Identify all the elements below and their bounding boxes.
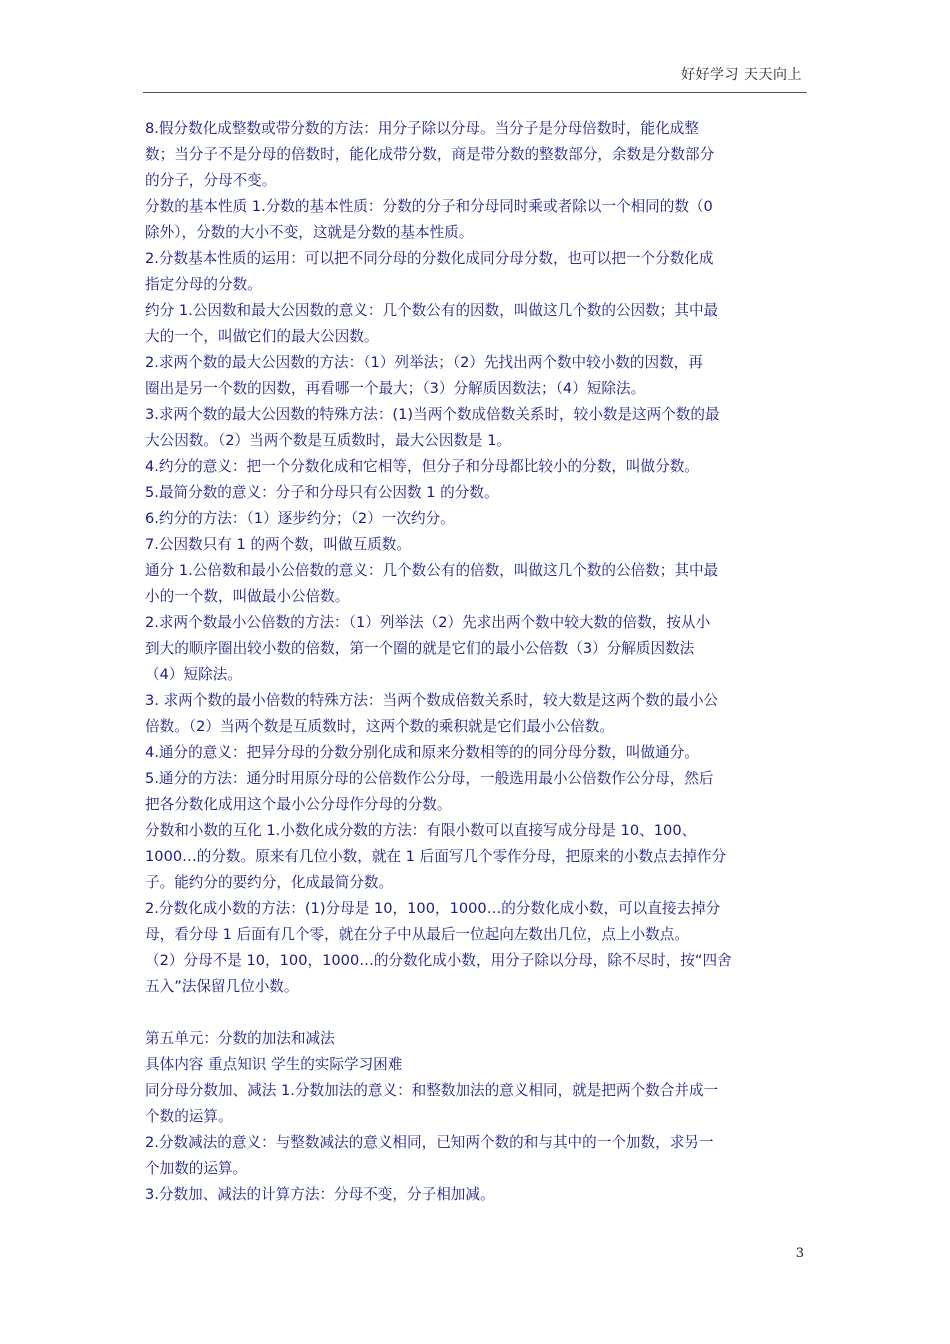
text-line: 2.分数基本性质的运用：可以把不同分母的分数化成同分母分数，也可以把一个分数化成 (145, 250, 714, 267)
document-body (145, 116, 806, 1208)
page-header: 好好学习 天天向上 (681, 67, 802, 83)
text-line: 3.分数加、减法的计算方法：分母不变，分子相加减。 (145, 1186, 495, 1203)
text-line: 个加数的运算。 (145, 1160, 248, 1177)
text-line: 4.通分的意义：把异分母的分数分别化成和原来分数相等的的同分母分数，叫做通分。 (145, 744, 699, 761)
text-line: 母，看分母 1 后面有几个零，就在分子中从最后一位起向左数出几位，点上小数点。 (145, 926, 689, 943)
text-line: 倍数。（2）当两个数是互质数时，这两个数的乘积就是它们最小公倍数。 (145, 718, 614, 735)
paragraph-spacer (145, 1000, 806, 1026)
text-line: 小的一个数，叫做最小公倍数。 (145, 588, 350, 605)
text-line: 分数的基本性质 1.分数的基本性质：分数的分子和分母同时乘或者除以一个相同的数（0 (145, 198, 713, 215)
text-line: 数；当分子不是分母的倍数时，能化成带分数，商是带分数的整数部分，余数是分数部分 (145, 146, 715, 163)
text-line: 2.分数减法的意义：与整数减法的意义相同，已知两个数的和与其中的一个加数，求另一 (145, 1134, 714, 1151)
text-line: 3. 求两个数的最小倍数的特殊方法：当两个数成倍数关系时，较大数是这两个数的最小公 (145, 692, 719, 709)
text-line: 5.通分的方法：通分时用原分母的公倍数作公分母，一般选用最小公倍数作公分母，然后 (145, 770, 714, 787)
text-line: 1000…的分数。原来有几位小数，就在 1 后面写几个零作分母，把原来的小数点去掉作分 (145, 848, 727, 865)
text-line: 同分母分数加、减法 1.分数加法的意义：和整数加法的意义相同，就是把两个数合并成一 (145, 1082, 719, 1099)
text-line: 5.最简分数的意义：分子和分母只有公因数 1 的分数。 (145, 484, 499, 501)
text-line: 约分 1.公因数和最大公因数的意义：几个数公有的因数，叫做这几个数的公因数；其中最 (145, 302, 719, 319)
page-number: 3 (795, 1246, 804, 1261)
text-line: 大的一个，叫做它们的最大公因数。 (145, 328, 379, 345)
text-line: 把各分数化成用这个最小公分母作分母的分数。 (145, 796, 452, 813)
header-divider (143, 92, 807, 93)
text-line: 指定分母的分数。 (145, 276, 262, 293)
text-line: 圈出是另一个数的因数，再看哪一个最大；（3）分解质因数法；（4）短除法。 (145, 380, 646, 397)
text-line: 2.求两个数的最大公因数的方法：（1）列举法；（2）先找出两个数中较小数的因数，再 (145, 354, 703, 371)
section-heading: 第五单元：分数的加法和减法 (145, 1030, 335, 1047)
text-line: 除外），分数的大小不变，这就是分数的基本性质。 (145, 224, 474, 241)
text-line: 8.假分数化成整数或带分数的方法：用分子除以分母。当分子是分母倍数时，能化成整 (145, 120, 699, 137)
text-line: 的分子，分母不变。 (145, 172, 277, 189)
text-line: 分数和小数的互化 1.小数化成分数的方法：有限小数可以直接写成分母是 10、100、 (145, 822, 697, 839)
text-line: 4.约分的意义：把一个分数化成和它相等，但分子和分母都比较小的分数，叫做分数。 (145, 458, 699, 475)
text-line: 个数的运算。 (145, 1108, 233, 1125)
text-line: 2.求两个数最小公倍数的方法：（1）列举法（2）先求出两个数中较大数的倍数，按从小 (145, 614, 711, 631)
text-line: 3.求两个数的最大公因数的特殊方法：(1)当两个数成倍数关系时，较小数是这两个数的最 (145, 406, 720, 423)
text-line: 到大的顺序圈出较小数的倍数，第一个圈的就是它们的最小公倍数（3）分解质因数法 (145, 640, 695, 657)
text-line: 6.约分的方法：（1）逐步约分；（2）一次约分。 (145, 510, 455, 527)
text-line: 2.分数化成小数的方法：(1)分母是 10，100，1000…的分数化成小数，可以直接去掉分 (145, 900, 721, 917)
text-line: 具体内容 重点知识 学生的实际学习困难 (145, 1056, 403, 1073)
text-line: （4）短除法。 (145, 666, 242, 683)
text-line: （2）分母不是 10，100，1000…的分数化成小数，用分子除以分母，除不尽时，按“四舍 (145, 952, 732, 969)
text-line: 通分 1.公倍数和最小公倍数的意义：几个数公有的倍数，叫做这几个数的公倍数；其中最 (145, 562, 719, 579)
text-line: 大公因数。（2）当两个数是互质数时，最大公因数是 1。 (145, 432, 512, 449)
text-line: 五入”法保留几位小数。 (145, 978, 299, 995)
text-line: 7.公因数只有 1 的两个数，叫做互质数。 (145, 536, 411, 553)
text-line: 子。能约分的要约分，化成最简分数。 (145, 874, 394, 891)
